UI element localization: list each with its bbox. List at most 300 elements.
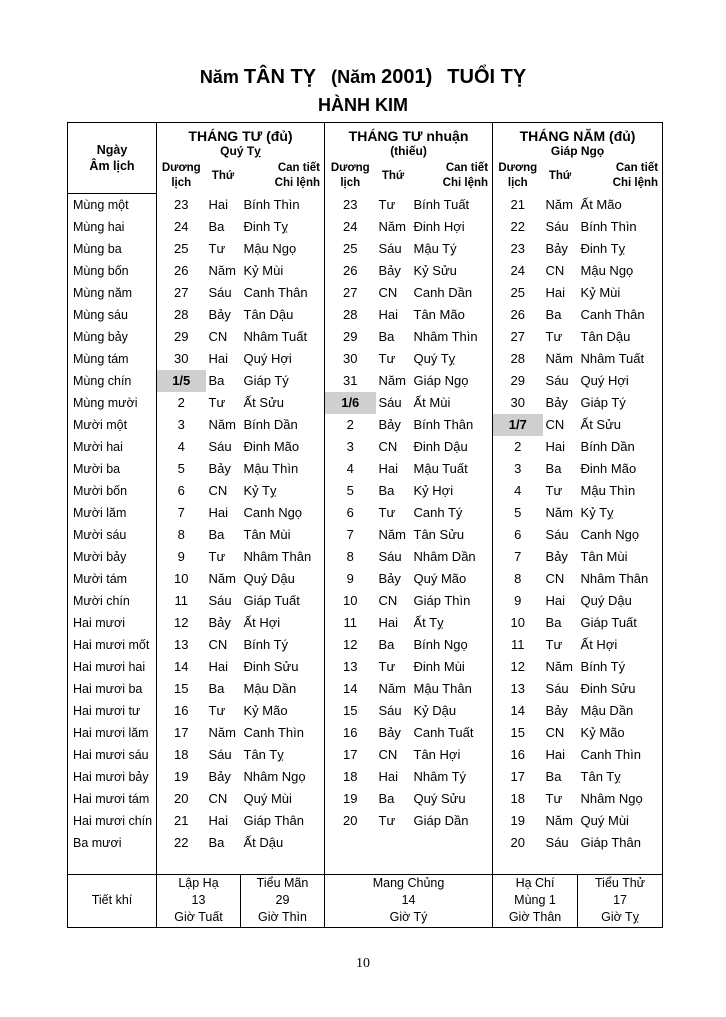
m2-solar-date: 26 (343, 263, 358, 278)
m3-can-chi: Kỷ Mùi (578, 282, 663, 304)
m3-solar-date: 14 (510, 703, 526, 718)
tieu-thu-hour: Giờ Tỵ (601, 910, 639, 924)
m2-solar-date: 6 (346, 505, 354, 520)
table-row (68, 524, 663, 546)
m3-solar-date: 19 (510, 813, 526, 828)
ha-chi-name: Hạ Chí (515, 876, 555, 890)
m3-weekday: Ba (545, 461, 562, 476)
m1-can-chi: Kỷ Mùi (241, 260, 325, 282)
table-row (68, 590, 663, 612)
m1-solar-date: 20 (174, 791, 189, 806)
m2-weekday: Sáu (378, 395, 402, 410)
m2-weekday: CN (378, 439, 398, 454)
table-row (68, 282, 663, 304)
m3-can-chi: Tân Tỵ (578, 766, 663, 788)
m3-can-chi: Canh Thìn (578, 744, 663, 766)
m1-can-chi: Nhâm Ngọ (241, 766, 325, 788)
spacer-cell (543, 854, 578, 875)
lunar-day-label: Hai mươi tám (68, 788, 157, 810)
page-title-line2: HÀNH KIM (318, 95, 408, 115)
table-row (68, 414, 663, 436)
m2-solar-date: 4 (346, 461, 354, 476)
lunar-day-label: Mười chín (68, 590, 157, 612)
m2-weekday: Tư (378, 351, 396, 366)
lunar-day-label: Hai mươi mốt (68, 634, 157, 656)
m2-weekday: Tư (378, 196, 396, 212)
m3-solar-date: 9 (514, 593, 522, 608)
m3-can-chi: Đinh Mão (578, 458, 663, 480)
m1-solar-date: 3 (177, 417, 185, 432)
m1-solar-date: 19 (174, 769, 189, 784)
col-can-line2: Chi lệnh (442, 177, 489, 189)
m2-can-chi (411, 832, 493, 854)
col-thu: Thứ (548, 169, 572, 182)
tiet-khi-tieu-thu (578, 874, 663, 927)
table-row (68, 436, 663, 458)
m2-solar-date: 27 (343, 285, 358, 300)
m3-solar-date: 22 (510, 219, 526, 234)
lunar-day-label: Mùng tám (68, 348, 157, 370)
m1-solar-date: 5 (177, 461, 185, 476)
m3-solar-date: 15 (510, 725, 526, 740)
m3-can-chi: Giáp Thân (578, 832, 663, 854)
lunar-day-label: Mười sáu (68, 524, 157, 546)
lunar-day-label: Hai mươi sáu (68, 744, 157, 766)
m3-solar-date: 8 (514, 571, 522, 586)
tiet-khi-tieu-man (241, 874, 325, 927)
m1-can-chi: Mậu Thìn (241, 458, 325, 480)
m1-solar-date: 23 (174, 196, 189, 212)
mang-chung-name: Mang Chủng (372, 876, 445, 890)
m3-weekday: CN (545, 263, 565, 278)
lunar-day-label: Mùng hai (68, 216, 157, 238)
m2-weekday: Sáu (378, 703, 402, 718)
m1-solar-date: 11 (174, 593, 188, 608)
tieu-thu-name: Tiểu Thử (595, 876, 646, 890)
m2-solar-date: 9 (346, 571, 354, 586)
m3-solar-date: 30 (510, 395, 526, 410)
m1-can-chi: Ất Sửu (241, 392, 325, 414)
m1-weekday: Bảy (208, 461, 231, 476)
m1-weekday: Tư (208, 395, 226, 410)
lunar-day-label: Mùng năm (68, 282, 157, 304)
m3-can-chi: Kỷ Tỵ (578, 502, 663, 524)
table-row (68, 700, 663, 722)
m1-weekday: Sáu (208, 747, 232, 762)
m3-can-chi: Đinh Tỵ (578, 238, 663, 260)
m2-weekday: Ba (378, 637, 395, 652)
table-row (68, 502, 663, 524)
m2-solar-date: 10 (343, 593, 358, 608)
m1-solar-date: 6 (177, 483, 185, 498)
m3-weekday: Sáu (545, 219, 569, 234)
col-duong-lich (325, 159, 376, 193)
table-row (68, 656, 663, 678)
ha-chi-day: Mùng 1 (514, 893, 556, 907)
m1-weekday: CN (208, 791, 228, 806)
lunar-day-label: Mùng ba (68, 238, 157, 260)
m3-solar-date: 3 (514, 461, 522, 476)
m1-weekday: Hai (208, 196, 229, 212)
m1-solar-date: 25 (174, 241, 189, 256)
tieu-thu-day: 17 (613, 893, 627, 907)
m3-can-chi: Quý Hợi (578, 370, 663, 392)
title-tuoi: TUỔI TỴ (447, 66, 527, 88)
m1-can-chi: Đinh Sửu (241, 656, 325, 678)
m1-weekday: Ba (208, 219, 225, 234)
m1-solar-date: 12 (174, 615, 189, 630)
m3-weekday: Hai (545, 747, 566, 762)
m3-solar-date: 25 (510, 285, 526, 300)
lunar-day-label: Mùng chín (68, 370, 157, 392)
table-row (68, 744, 663, 766)
m1-solar-date: 24 (174, 219, 189, 234)
m3-can-chi: Kỷ Mão (578, 722, 663, 744)
m2-weekday: Năm (378, 527, 406, 542)
m2-can-chi: Bính Ngọ (411, 634, 493, 656)
m2-can-chi: Kỷ Sửu (411, 260, 493, 282)
m2-weekday: Bảy (378, 571, 401, 586)
m2-weekday: CN (378, 285, 398, 300)
spacer-cell (493, 854, 543, 875)
month3-name: THÁNG NĂM (đủ) (493, 123, 663, 145)
col-duong-lich (157, 159, 206, 193)
m1-weekday: Bảy (208, 615, 231, 630)
m2-solar-date: 13 (343, 659, 358, 674)
lunar-day-label: Ba mươi (68, 832, 157, 854)
m1-can-chi: Ất Dậu (241, 832, 325, 854)
tiet-khi-ha-chi (493, 874, 578, 927)
m1-weekday: Sáu (208, 593, 232, 608)
m3-weekday: Bảy (545, 241, 568, 256)
col-can-chi (578, 159, 663, 193)
m3-weekday: Sáu (545, 835, 569, 850)
m2-weekday: Năm (378, 681, 406, 696)
m3-can-chi: Canh Thân (578, 304, 663, 326)
m1-solar-date: 15 (174, 681, 189, 696)
m2-can-chi: Đinh Hợi (411, 216, 493, 238)
tiet-khi-label: Tiết khí (68, 874, 157, 927)
m3-can-chi: Bính Dần (578, 436, 663, 458)
m3-solar-date: 6 (514, 527, 522, 542)
col-duong-line2: lịch (507, 177, 528, 189)
m1-weekday: Sáu (208, 285, 232, 300)
spacer-cell (157, 854, 206, 875)
m1-can-chi: Tân Dậu (241, 304, 325, 326)
m2-solar-date: 14 (343, 681, 358, 696)
m1-can-chi: Quý Hợi (241, 348, 325, 370)
table-row (68, 370, 663, 392)
m1-solar-date: 8 (177, 527, 185, 542)
m2-solar-date: 25 (343, 241, 358, 256)
m1-solar-date: 22 (174, 835, 189, 850)
m2-weekday: Tư (378, 505, 396, 520)
m3-can-chi: Nhâm Tuất (578, 348, 663, 370)
m1-solar-date: 29 (174, 329, 189, 344)
m1-can-chi: Giáp Tý (241, 370, 325, 392)
m3-weekday: Sáu (545, 681, 569, 696)
mang-chung-hour: Giờ Tý (389, 910, 428, 924)
tieu-man-day: 29 (275, 893, 290, 907)
m3-weekday: Năm (545, 659, 573, 674)
m3-weekday: Sáu (545, 527, 569, 542)
m3-solar-date: 27 (510, 329, 526, 344)
m1-solar-date: 30 (174, 351, 189, 366)
m1-solar-date: 21 (174, 813, 189, 828)
m3-weekday: Ba (545, 615, 562, 630)
m3-weekday: CN (545, 417, 565, 432)
m1-weekday: Tư (208, 549, 226, 564)
m2-can-chi: Giáp Dần (411, 810, 493, 832)
m1-weekday: Hai (208, 813, 229, 828)
m1-can-chi: Kỷ Mão (241, 700, 325, 722)
m2-weekday: Tư (378, 659, 396, 674)
table-row (68, 260, 663, 282)
table-row (68, 766, 663, 788)
lunar-day-label: Mùng bốn (68, 260, 157, 282)
m2-can-chi: Mậu Tý (411, 238, 493, 260)
m2-can-chi: Tân Mão (411, 304, 493, 326)
col-can-chi (411, 159, 493, 193)
m3-weekday: Tư (545, 483, 563, 498)
m2-weekday: Tư (378, 813, 396, 828)
lunar-day-label: Hai mươi chín (68, 810, 157, 832)
m3-can-chi: Đinh Sửu (578, 678, 663, 700)
m2-weekday: Bảy (378, 725, 401, 740)
m3-can-chi: Bính Tý (578, 656, 663, 678)
m1-can-chi: Mậu Dần (241, 678, 325, 700)
table-row (68, 238, 663, 260)
table-row (68, 810, 663, 832)
table-row (68, 326, 663, 348)
m1-solar-date: 4 (177, 439, 185, 454)
col-duong-line1: Dương (161, 162, 201, 174)
m1-solar-date: 17 (174, 725, 189, 740)
m2-solar-date: 18 (343, 769, 358, 784)
m2-can-chi: Nhâm Tý (411, 766, 493, 788)
m2-weekday: Hai (378, 769, 399, 784)
table-row (68, 348, 663, 370)
m2-weekday: Năm (378, 373, 406, 388)
m2-weekday: CN (378, 593, 398, 608)
m1-solar-date: 14 (174, 659, 189, 674)
col-can-chi (241, 159, 325, 193)
m3-can-chi: Ất Hợi (578, 634, 663, 656)
col-duong-line1: Dương (330, 162, 370, 174)
m3-can-chi: Tân Dậu (578, 326, 663, 348)
col-can-line2: Chi lệnh (612, 177, 659, 189)
col-thu: Thứ (381, 169, 405, 182)
m2-solar-date: 2 (346, 417, 354, 432)
table-row (68, 722, 663, 744)
m1-solar-date: 28 (174, 307, 189, 322)
title-year-num: 2001) (381, 66, 433, 88)
m2-weekday: Sáu (378, 549, 402, 564)
m1-solar-date: 7 (177, 505, 185, 520)
m3-can-chi: Mậu Thìn (578, 480, 663, 502)
col-duong-line1: Dương (498, 162, 538, 174)
m1-can-chi: Canh Thân (241, 282, 325, 304)
spacer-cell (376, 854, 411, 875)
m3-weekday: Tư (545, 791, 563, 806)
m1-can-chi: Giáp Tuất (241, 590, 325, 612)
ngay-header (68, 123, 157, 194)
m2-can-chi: Nhâm Dần (411, 546, 493, 568)
col-thu: Thứ (211, 169, 235, 182)
m2-weekday: Sáu (378, 241, 402, 256)
table-row (68, 392, 663, 414)
m1-weekday: Ba (208, 373, 225, 388)
col-can-line2: Chi lệnh (274, 177, 321, 189)
m1-can-chi: Mậu Ngọ (241, 238, 325, 260)
lunar-day-label: Mùng mười (68, 392, 157, 414)
m3-can-chi: Quý Mùi (578, 810, 663, 832)
table-row (68, 193, 663, 216)
m3-solar-date: 21 (510, 196, 526, 212)
m1-weekday: CN (208, 483, 228, 498)
m3-can-chi: Giáp Tuất (578, 612, 663, 634)
lunar-day-label: Mười ba (68, 458, 157, 480)
m1-weekday: Năm (208, 571, 236, 586)
spacer-cell (411, 854, 493, 875)
lap-ha-day: 13 (191, 893, 206, 907)
m2-can-chi: Canh Tuất (411, 722, 493, 744)
m3-weekday: Sáu (545, 373, 569, 388)
m3-weekday: CN (545, 571, 565, 586)
tiet-khi-mang-chung (325, 874, 493, 927)
m2-solar-date: 19 (343, 791, 358, 806)
lunar-day-label: Mười một (68, 414, 157, 436)
col-duong-line2: lịch (340, 177, 361, 189)
m3-can-chi: Ất Sửu (578, 414, 663, 436)
m3-solar-date: 24 (510, 263, 526, 278)
m3-solar-date: 16 (510, 747, 526, 762)
m3-solar-date: 7 (514, 549, 522, 564)
lunar-day-label: Hai mươi lăm (68, 722, 157, 744)
m2-solar-date: 28 (343, 307, 358, 322)
m1-can-chi: Bính Thìn (241, 193, 325, 216)
m1-solar-date: 10 (174, 571, 189, 586)
m2-weekday: CN (378, 747, 398, 762)
m2-solar-date: 30 (343, 351, 358, 366)
m3-solar-date: 20 (510, 835, 526, 850)
m2-can-chi: Canh Tý (411, 502, 493, 524)
m1-weekday: Ba (208, 527, 225, 542)
m2-weekday: Ba (378, 791, 395, 806)
lunar-day-label: Mùng bảy (68, 326, 157, 348)
m3-can-chi: Ất Mão (578, 193, 663, 216)
m2-weekday: Ba (378, 329, 395, 344)
m2-weekday: Bảy (378, 263, 401, 278)
tieu-man-hour: Giờ Thìn (258, 910, 307, 924)
m2-solar-date: 5 (346, 483, 354, 498)
lunar-day-label: Mùng một (68, 193, 157, 216)
m1-solar-date: 9 (177, 549, 185, 564)
m1-weekday: Năm (208, 263, 236, 278)
m2-solar-date: 8 (346, 549, 354, 564)
m3-can-chi: Mậu Dần (578, 700, 663, 722)
table-row (68, 546, 663, 568)
m2-solar-date (325, 832, 376, 854)
lunar-day-label: Mười tám (68, 568, 157, 590)
col-duong-lich (493, 159, 543, 193)
m2-can-chi: Quý Tỵ (411, 348, 493, 370)
page-title-line1 (0, 66, 726, 89)
table-row (68, 678, 663, 700)
m1-weekday: Năm (208, 417, 236, 432)
m3-solar-month-start: 1/7 (493, 414, 543, 436)
m3-can-chi: Nhâm Ngọ (578, 788, 663, 810)
m3-solar-date: 4 (514, 483, 522, 498)
lunar-day-label: Mười bảy (68, 546, 157, 568)
tieu-man-name: Tiểu Mãn (256, 876, 309, 890)
m1-can-chi: Đinh Tỵ (241, 216, 325, 238)
month1-name: THÁNG TƯ (đủ) (157, 123, 325, 145)
col-can-line1: Can tiết (615, 162, 659, 174)
m2-can-chi: Kỷ Dậu (411, 700, 493, 722)
m2-weekday: Hai (378, 615, 399, 630)
m3-can-chi: Bính Thìn (578, 216, 663, 238)
m3-weekday: Năm (545, 813, 573, 828)
m2-solar-date: 20 (343, 813, 358, 828)
m1-solar-date: 16 (174, 703, 189, 718)
m3-solar-date: 12 (510, 659, 526, 674)
table-row (68, 832, 663, 854)
m2-solar-date: 11 (343, 615, 358, 630)
m1-can-chi: Quý Mùi (241, 788, 325, 810)
m3-can-chi: Giáp Tý (578, 392, 663, 414)
m2-solar-date: 15 (343, 703, 358, 718)
month3-sub: Giáp Ngọ (493, 144, 663, 159)
m1-weekday: CN (208, 637, 228, 652)
table-row (68, 480, 663, 502)
m3-weekday: Hai (545, 439, 566, 454)
m2-can-chi: Ất Mùi (411, 392, 493, 414)
m1-can-chi: Giáp Thân (241, 810, 325, 832)
m2-weekday: Năm (378, 219, 406, 234)
m3-can-chi: Tân Mùi (578, 546, 663, 568)
ngay-header-line2: Âm lịch (89, 158, 135, 173)
m2-can-chi: Mậu Thân (411, 678, 493, 700)
m3-solar-date: 5 (514, 505, 522, 520)
m1-can-chi: Đinh Mão (241, 436, 325, 458)
m3-can-chi: Canh Ngọ (578, 524, 663, 546)
m1-weekday: Ba (208, 835, 225, 850)
title-year-paren: (Năm (331, 67, 377, 87)
m2-can-chi: Quý Sửu (411, 788, 493, 810)
m1-can-chi: Nhâm Tuất (241, 326, 325, 348)
lunar-day-label: Hai mươi bảy (68, 766, 157, 788)
m3-weekday: Năm (545, 196, 573, 212)
m1-can-chi: Tân Mùi (241, 524, 325, 546)
m3-weekday: Bảy (545, 395, 568, 410)
m3-weekday: CN (545, 725, 565, 740)
m2-can-chi: Giáp Ngọ (411, 370, 493, 392)
lunar-day-label: Hai mươi (68, 612, 157, 634)
m1-weekday: Hai (208, 659, 229, 674)
m2-can-chi: Tân Sửu (411, 524, 493, 546)
m2-can-chi: Tân Hợi (411, 744, 493, 766)
m2-can-chi: Mậu Tuất (411, 458, 493, 480)
m2-solar-date: 3 (346, 439, 354, 454)
m1-weekday: Tư (208, 703, 226, 718)
title-nam: Năm (199, 67, 239, 87)
m1-can-chi: Nhâm Thân (241, 546, 325, 568)
m1-can-chi: Ất Hợi (241, 612, 325, 634)
spacer-cell (206, 854, 241, 875)
title-year-name: TÂN TỴ (243, 66, 317, 88)
m2-solar-date: 23 (343, 196, 358, 212)
